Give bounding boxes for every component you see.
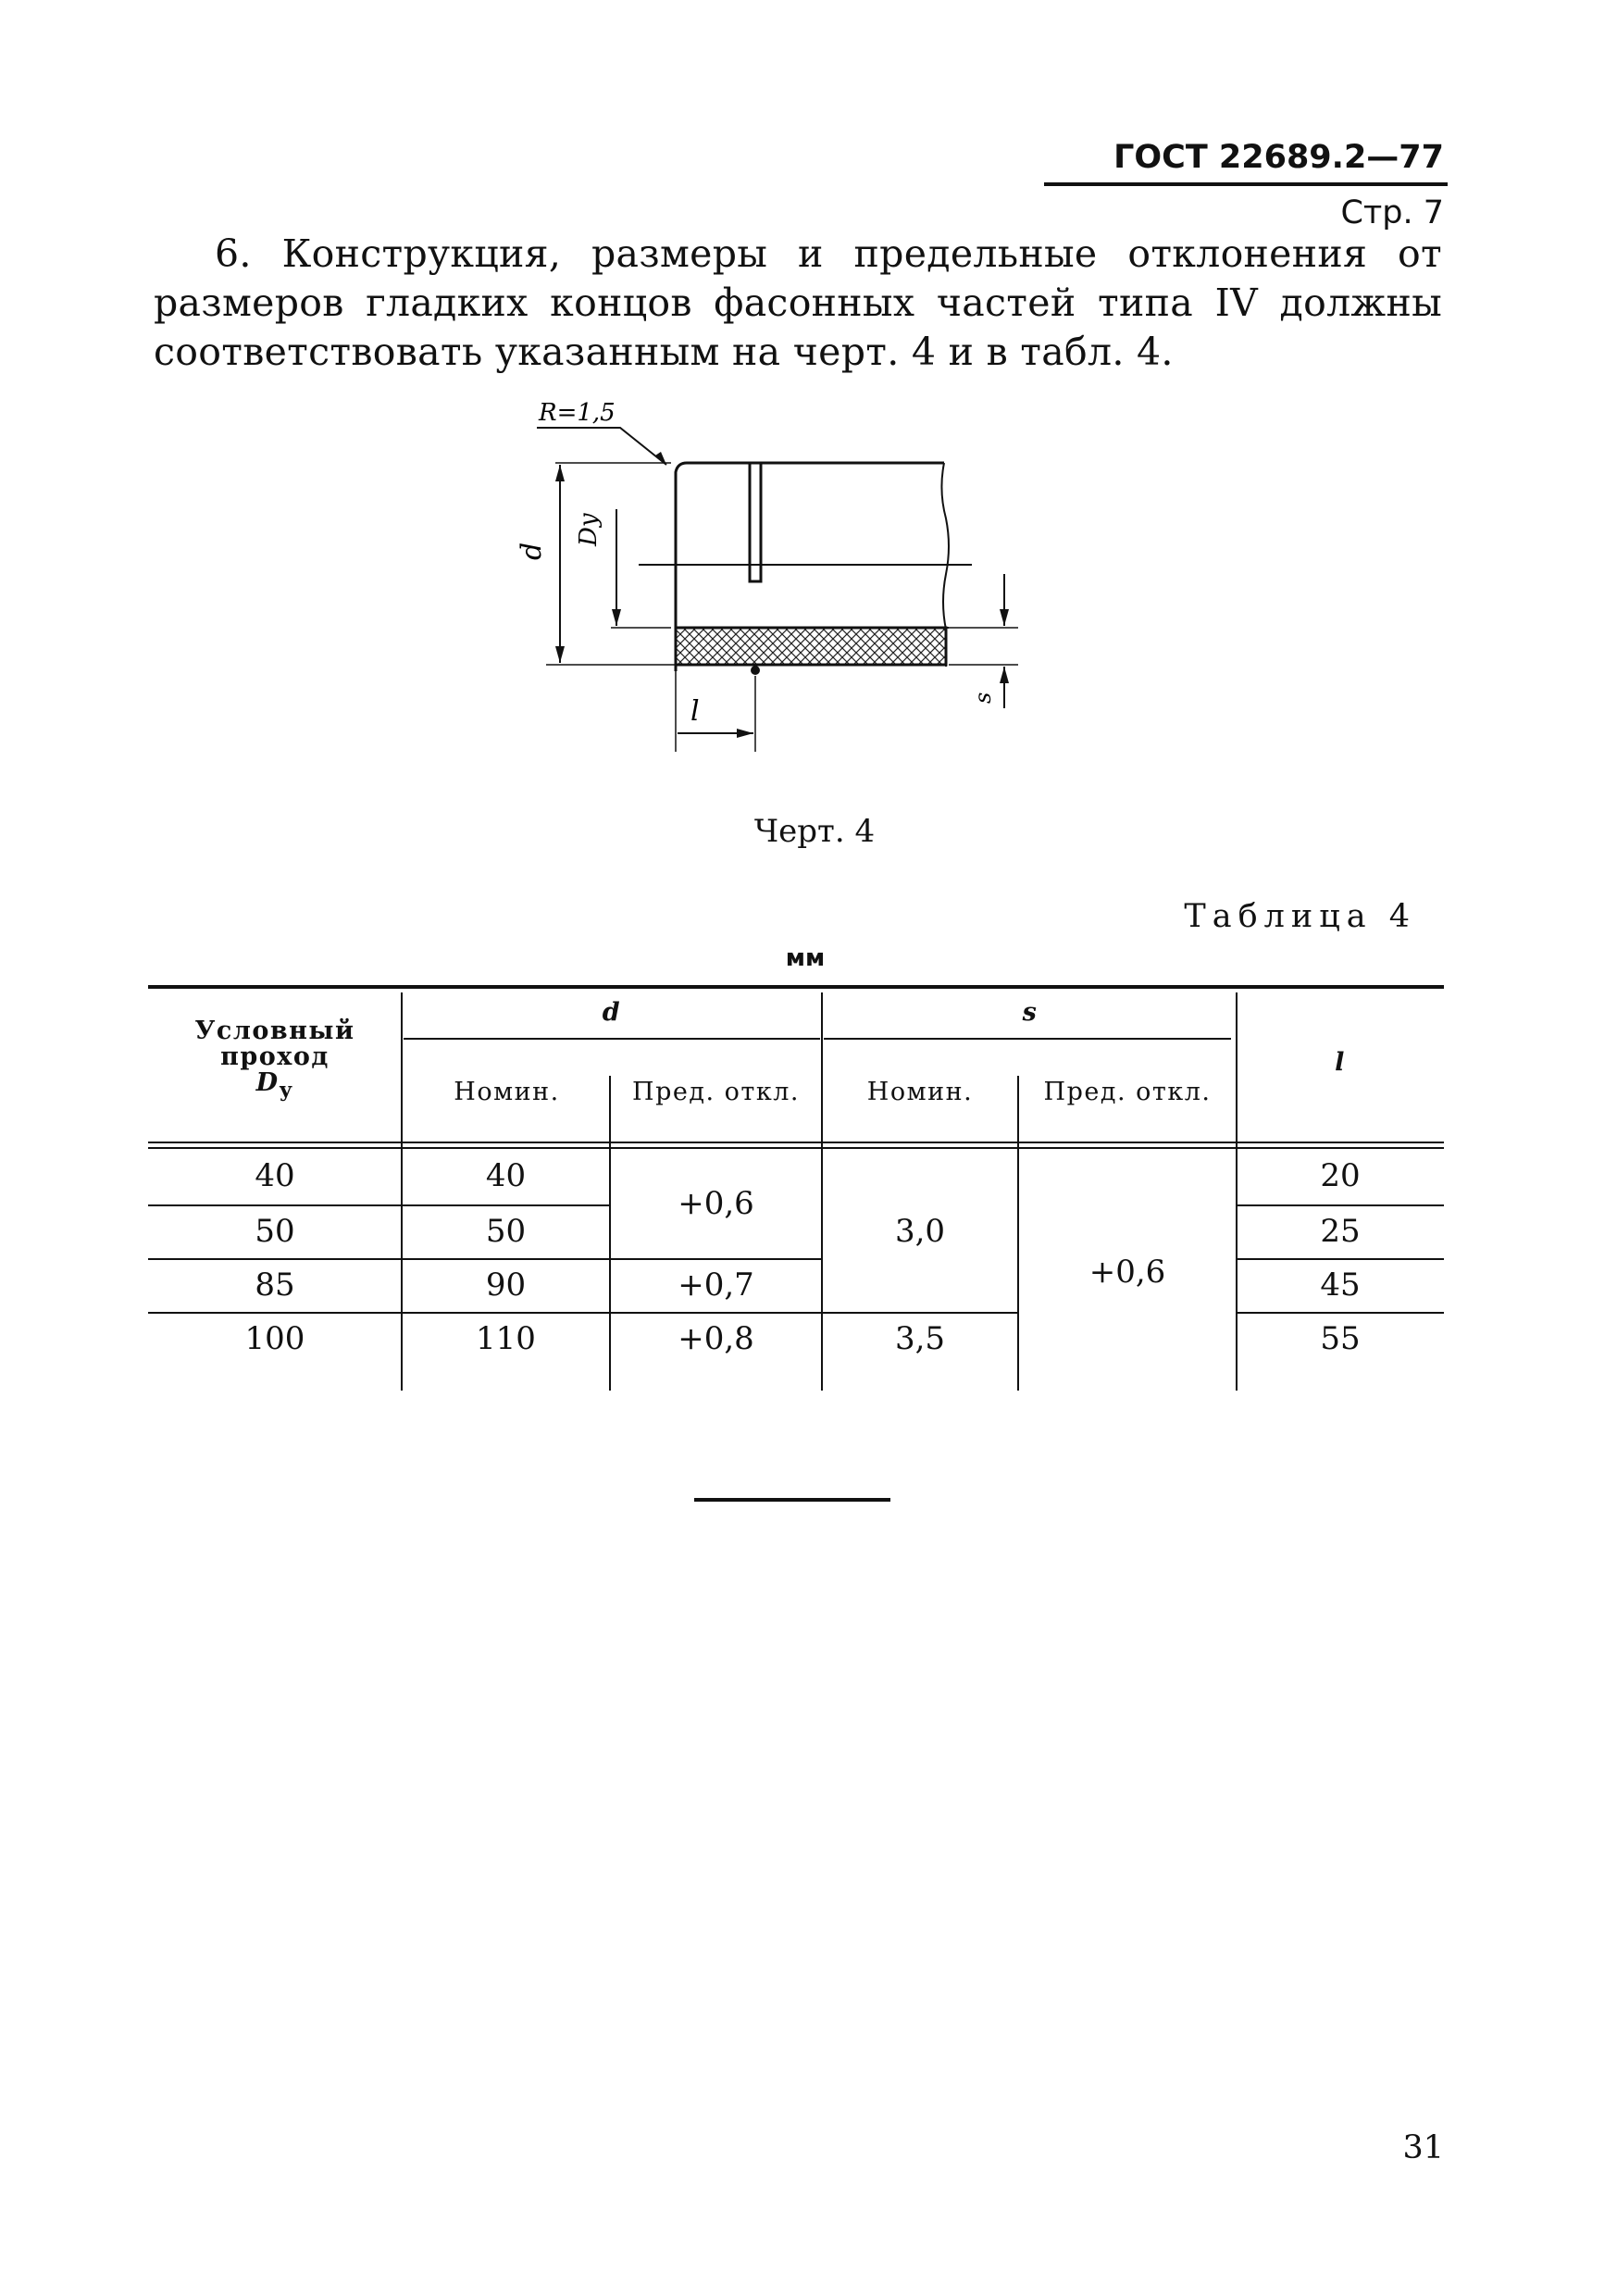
dimension-l-label: l (690, 695, 700, 728)
d-nominal-row-2: 50 (485, 1213, 527, 1250)
header-dy-subscript: у (279, 1078, 294, 1103)
header-rule (1044, 182, 1448, 186)
header-d: d (602, 998, 622, 1027)
end-rule (694, 1498, 890, 1502)
dy-row-1: 40 (255, 1157, 295, 1194)
technical-drawing (500, 389, 1055, 759)
header-dy-symbol: D (255, 1068, 280, 1097)
s-nominal-row-4: 3,5 (894, 1320, 946, 1357)
s-nominal-rows-1-3: 3,0 (894, 1213, 946, 1250)
dy-row-3: 85 (255, 1267, 295, 1304)
d-nominal-row-4: 110 (476, 1320, 536, 1357)
spigot-bead (750, 463, 761, 581)
body-paragraph (154, 230, 1442, 377)
dimension-s-label: s (970, 692, 996, 704)
page-number: 31 (1402, 2129, 1444, 2166)
header-dy-line2: проход (220, 1042, 330, 1071)
table-units: мм (785, 944, 826, 972)
header-dy-symbol-wrap (148, 1070, 402, 1103)
dimension-d-arrow-top (555, 465, 565, 481)
d-nominal-row-3: 90 (485, 1267, 527, 1304)
header-dy-line1: Условный (194, 1017, 355, 1045)
d-deviation-rows-1-2: +0,6 (678, 1185, 754, 1222)
l-row-3: 45 (1320, 1267, 1361, 1304)
wall-section (676, 628, 946, 665)
l-row-2: 25 (1320, 1213, 1361, 1250)
radius-leader (537, 428, 666, 465)
header-s-nominal: Номин. (866, 1078, 974, 1106)
header-l: l (1335, 1048, 1346, 1077)
dy-row-4: 100 (244, 1320, 305, 1357)
dimension-s-arrow-bottom (1000, 667, 1009, 683)
header-s-deviation: Пред. откл. (1043, 1078, 1212, 1106)
s-deviation-all-rows: +0,6 (1088, 1254, 1166, 1291)
d-nominal-row-1: 40 (485, 1157, 527, 1194)
drawing-svg (500, 389, 1055, 759)
dy-row-2: 50 (255, 1213, 295, 1250)
header-dy (148, 1018, 402, 1103)
header-s: s (1022, 998, 1039, 1027)
dimension-s-arrow-top (1000, 609, 1009, 626)
paragraph-text: 6. Конструкция, размеры и предельные отклонения от размеров гладких концов фасонных частей типа IV должны соответствовать указанным на черт. 4 и в табл. 4. (154, 231, 1442, 374)
d-deviation-row-4: +0,8 (678, 1320, 754, 1357)
table-title: Таблица 4 (1184, 898, 1416, 935)
dimension-d-label: d (516, 542, 548, 560)
dimension-dy-arrow (612, 609, 621, 626)
dimensions-table (148, 983, 1444, 1409)
page-reference: Стр. 7 (1340, 194, 1444, 231)
figure-caption: Черт. 4 (753, 813, 876, 850)
l-row-4: 55 (1320, 1320, 1361, 1357)
dimension-l-arrow (737, 729, 753, 738)
standard-code: ГОСТ 22689.2—77 (1113, 139, 1444, 176)
dimension-dy-label: Dy (575, 513, 603, 546)
bead-dot (751, 666, 760, 675)
d-deviation-row-3: +0,7 (678, 1267, 754, 1304)
running-header (1037, 130, 1444, 231)
dimension-d-arrow-bottom (555, 646, 565, 663)
header-d-deviation: Пред. откл. (632, 1078, 800, 1106)
l-row-1: 20 (1320, 1157, 1361, 1194)
radius-label: R=1,5 (539, 399, 616, 427)
header-d-nominal: Номин. (454, 1078, 560, 1106)
